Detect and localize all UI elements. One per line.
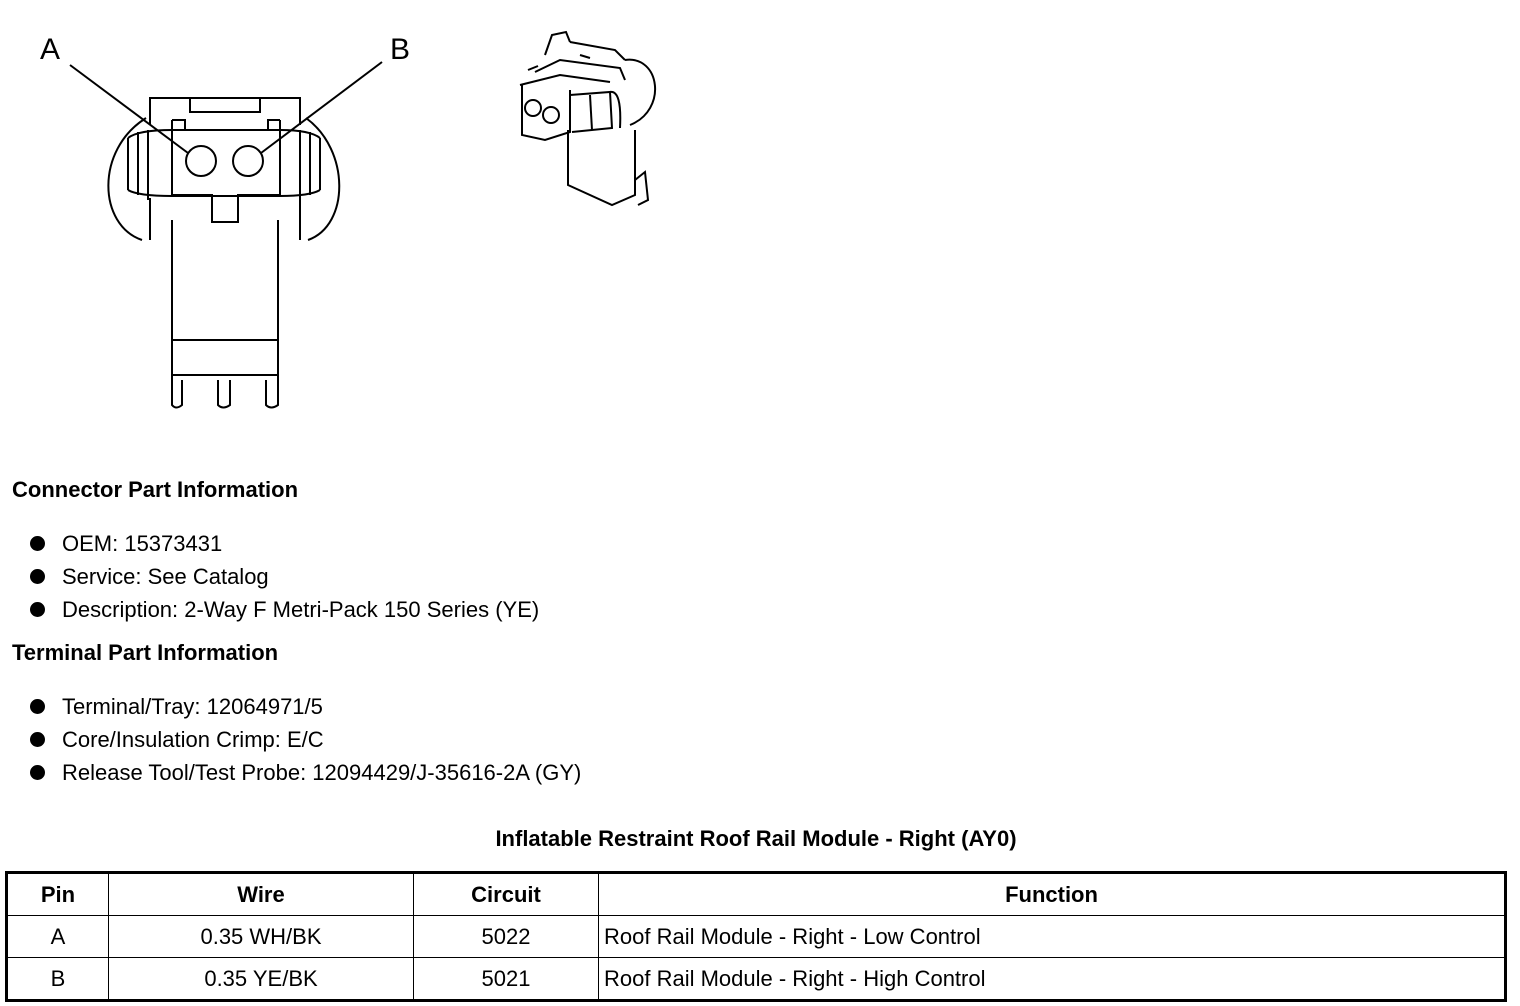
pin-b-cavity <box>233 146 263 176</box>
header-function: Function <box>599 873 1506 916</box>
pin-b-label: B <box>390 33 411 66</box>
connector-heading: Connector Part Information <box>12 477 299 502</box>
terminal-heading: Terminal Part Information <box>12 640 279 665</box>
header-pin: Pin <box>7 873 109 916</box>
list-item: Terminal/Tray: 12064971/5 <box>28 690 581 723</box>
list-item: Core/Insulation Crimp: E/C <box>28 723 581 756</box>
table-title: Inflatable Restraint Roof Rail Module - Right (AY0) <box>495 826 1017 851</box>
list-item: OEM: 15373431 <box>28 527 539 560</box>
pin-b-leader <box>261 62 382 153</box>
cell-function: Roof Rail Module - Right - Low Control <box>599 916 1506 958</box>
list-item: Service: See Catalog <box>28 560 539 593</box>
connector-face-view <box>70 62 382 408</box>
table-row <box>7 916 1506 958</box>
pin-a-label: A <box>40 33 61 66</box>
cell-pin: A <box>7 916 109 958</box>
header-circuit: Circuit <box>414 873 599 916</box>
connector-diagram <box>0 0 700 440</box>
pin-a-cavity <box>186 146 216 176</box>
cell-circuit: 5022 <box>414 916 599 958</box>
terminal-info-list <box>28 690 581 789</box>
cell-circuit: 5021 <box>414 958 599 1001</box>
pinout-table <box>5 871 1507 1002</box>
header-wire: Wire <box>109 873 414 916</box>
table-row <box>7 958 1506 1001</box>
cell-pin: B <box>7 958 109 1001</box>
cell-wire: 0.35 WH/BK <box>109 916 414 958</box>
list-item: Description: 2-Way F Metri-Pack 150 Series (YE) <box>28 593 539 626</box>
connector-info-list <box>28 527 539 626</box>
cell-wire: 0.35 YE/BK <box>109 958 414 1001</box>
list-item: Release Tool/Test Probe: 12094429/J-35616-2A (GY) <box>28 756 581 789</box>
cell-function: Roof Rail Module - Right - High Control <box>599 958 1506 1001</box>
connector-isometric-view <box>520 32 655 205</box>
table-header-row <box>7 873 1506 916</box>
